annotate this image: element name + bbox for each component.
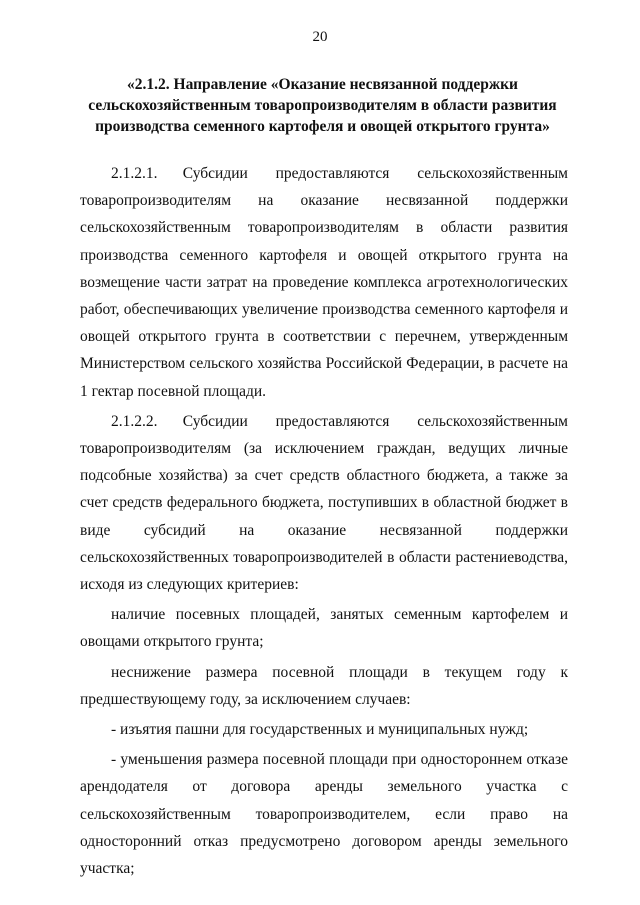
exception-land-seizure: - изъятия пашни для государственных и муниципальных нужд; (111, 721, 529, 739)
heading-line-3: производства семенного картофеля и овощей открытого грунта» (95, 118, 550, 135)
paragraph-text: Субсидии предоставляются сельскохозяйственным товаропроизводителям (за исключением граждан, ведущих личные подсобные хозяйства) за счет средств областного бюджета, а также за счет средств федерального бюджета, поступивших в областной бюджет в виде субсидий на оказание несвязанной поддержки сельскохозяйственных товаропроизводителей в области растениеводства, исходя из следующих критериев: (80, 412, 568, 594)
section-heading (80, 74, 565, 137)
page-number: 20 (312, 29, 328, 45)
paragraph-2-1-2-1 (80, 160, 568, 405)
exception-lease-refusal: - уменьшения размера посевной площади при одностороннем отказе арендодателя от договора аренды земельного участка с сельскохозяйственным товаропроизводителем, если право на односторонний отказ предусмотрено договором аренды земельного участка; (80, 751, 568, 878)
document-body (80, 160, 568, 882)
criterion-no-decrease: неснижение размера посевной площади в текущем году к предшествующему году, за исключением случаев: (80, 663, 568, 708)
heading-line-1: «2.1.2. Направление «Оказание несвязанной поддержки (127, 76, 518, 93)
clause-number: 2.1.2.1. (111, 165, 158, 182)
clause-number: 2.1.2.2. (111, 412, 158, 430)
paragraph-text: Субсидии предоставляются сельскохозяйственным товаропроизводителям на оказание несвязанной поддержки сельскохозяйственным товаропроизводителям в области развития производства семенного картофеля и овощей открытого грунта на возмещение части затрат на проведение комплекса агротехнологических работ, обеспечивающих увеличение производства семенного картофеля и овощей открытого грунта в соответствии с перечнем, утвержденным Министерством сельского хозяйства Российской Федерации, в расчете на 1 гектар посевной площади. (80, 165, 568, 400)
criterion-sown-areas: наличие посевных площадей, занятых семенным картофелем и овощами открытого грунта; (80, 606, 568, 651)
paragraph-2-1-2-2 (80, 408, 568, 598)
heading-line-2: сельскохозяйственным товаропроизводителям в области развития (88, 97, 557, 114)
